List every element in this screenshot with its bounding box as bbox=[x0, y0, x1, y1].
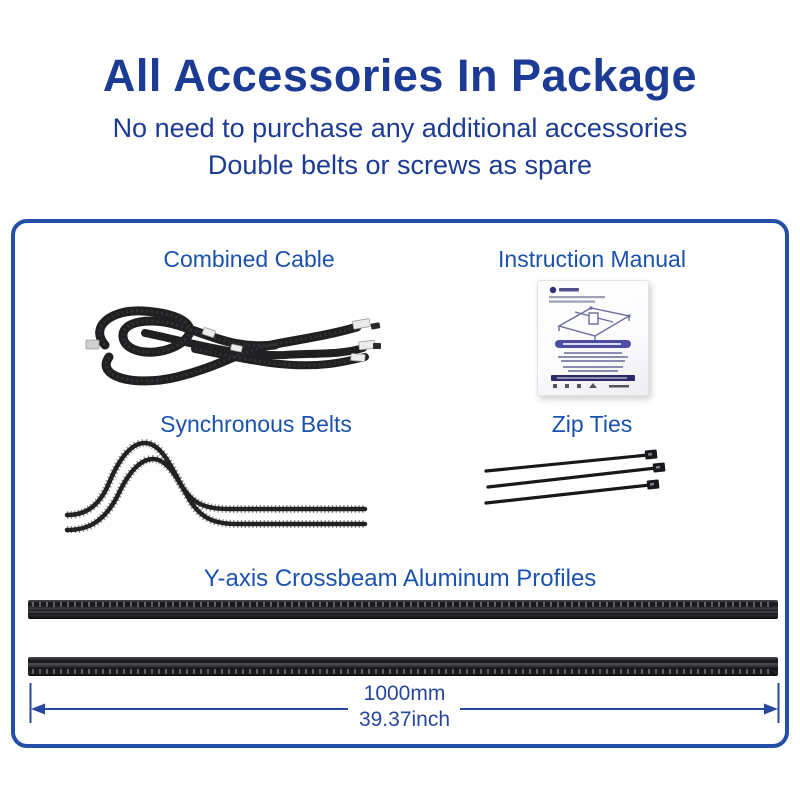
subtitle-line-1: No need to purchase any additional accessories bbox=[112, 113, 688, 143]
instruction-manual-image bbox=[537, 280, 649, 396]
label-combined-cable: Combined Cable bbox=[163, 246, 335, 272]
accessories-box bbox=[11, 219, 789, 748]
label-zip-ties: Zip Ties bbox=[551, 411, 633, 437]
dimension-mm-label: 1000mm bbox=[363, 682, 446, 705]
label-instruction-manual: Instruction Manual bbox=[498, 246, 686, 272]
synchronous-belts-image bbox=[61, 433, 371, 538]
subtitle-line-2: Double belts or screws as spare bbox=[207, 150, 593, 180]
combined-cable-image bbox=[85, 293, 385, 410]
zip-ties-image bbox=[478, 445, 678, 525]
aluminum-profile-bar-2 bbox=[28, 657, 778, 676]
dimension-inch-label: 39.37inch bbox=[358, 708, 451, 731]
label-synchronous-belts: Synchronous Belts bbox=[160, 411, 352, 437]
aluminum-profile-bar-1 bbox=[28, 600, 778, 619]
page-subtitle bbox=[0, 110, 800, 184]
dimension-indicator bbox=[28, 681, 781, 741]
label-aluminum-profiles: Y-axis Crossbeam Aluminum Profiles bbox=[203, 565, 597, 592]
page-title: All Accessories In Package bbox=[102, 50, 698, 101]
